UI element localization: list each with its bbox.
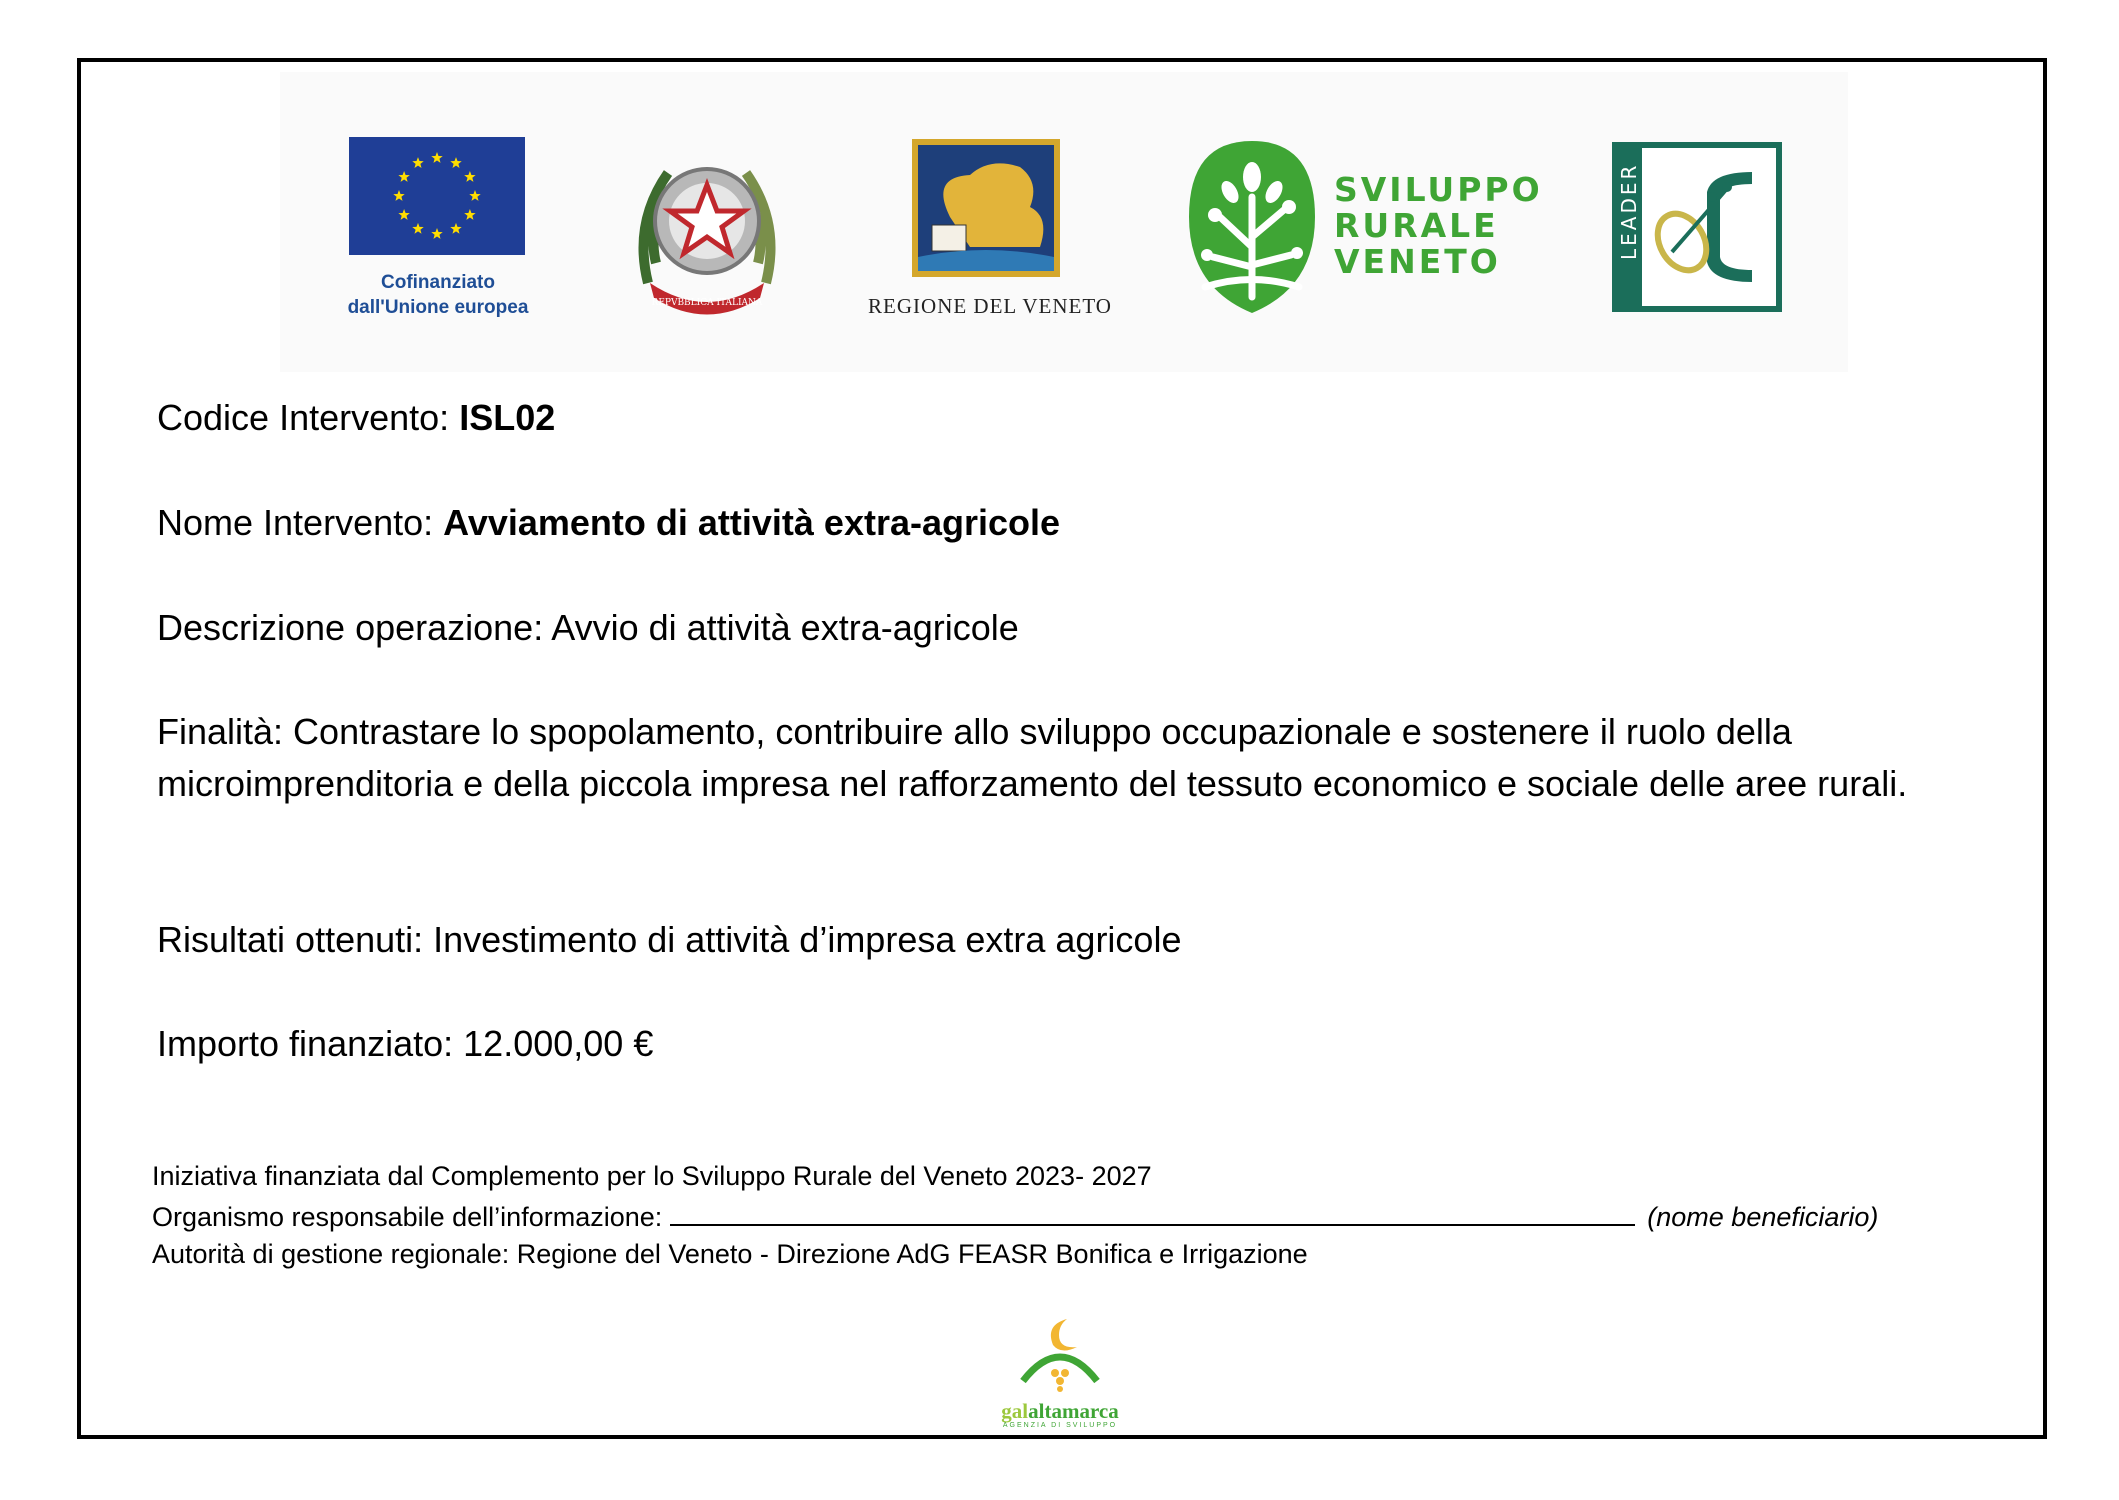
eu-caption [328,270,548,320]
risultati-ottenuti: Risultati ottenuti: Investimento di attività d’impresa extra agricole [157,919,1182,960]
gal-name-part1: gal [1001,1399,1029,1423]
importo-finanziato: Importo finanziato: 12.000,00 € [157,1023,654,1064]
eu-caption-line2: dall'Unione europea [347,297,529,318]
nome-intervento [157,497,1060,549]
gal-subtitle: AGENZIA DI SVILUPPO [1002,1422,1118,1429]
organismo-label: Organismo responsabile dell’informazione: [152,1202,663,1232]
srv-wordmark [1334,172,1543,280]
eu-caption-line1: Cofinanziato [381,272,495,293]
nome-beneficiario-note: (nome beneficiario) [1647,1202,1879,1232]
beneficiario-blank-line [670,1196,1635,1226]
gal-wordmark [990,1400,1130,1422]
descrizione-operazione: Descrizione operazione: Avvio di attività extra-agricole [157,607,1019,648]
footer-organismo [152,1196,1878,1236]
regione-veneto-shield [910,137,1062,279]
italian-republic-emblem [628,143,786,318]
sviluppo-rurale-veneto-logo [1185,137,1319,317]
eu-flag-logo [349,137,525,255]
footer-iniziativa: Iniziativa finanziata dal Complemento per lo Sviluppo Rurale del Veneto 2023- 2027 [152,1161,1152,1191]
codice-label: Codice Intervento: [157,397,450,438]
codice-intervento [157,392,555,444]
leader-text: LEADER [1617,162,1641,260]
nome-label: Nome Intervento: [157,502,434,543]
leader-logo [1612,142,1782,312]
regione-veneto-caption: REGIONE DEL VENETO [868,294,1112,318]
nome-value: Avviamento di attività extra-agricole [443,502,1061,543]
gal-emblem-icon [1015,1315,1105,1395]
gal-altamarca-logo [990,1315,1130,1429]
footer-autorita: Autorità di gestione regionale: Regione del Veneto - Direzione AdG FEASR Bonifica e Irrigazione [152,1239,1308,1269]
emblem-ribbon-text: REPVBBLICA ITALIANA [651,298,763,308]
codice-value: ISL02 [459,397,556,438]
finalita: Finalità: Contrastare lo spopolamento, contribuire allo sviluppo occupazionale e sostenere il ruolo della microimprenditoria e della piccola impresa nel rafforzamento del tessuto economico e sociale delle aree rurali. [157,711,1908,804]
srv-line2: RURALE [1334,206,1499,245]
srv-line1: SVILUPPO [1334,170,1543,209]
gal-name-part2: altamarca [1028,1399,1119,1423]
srv-line3: VENETO [1334,242,1501,281]
